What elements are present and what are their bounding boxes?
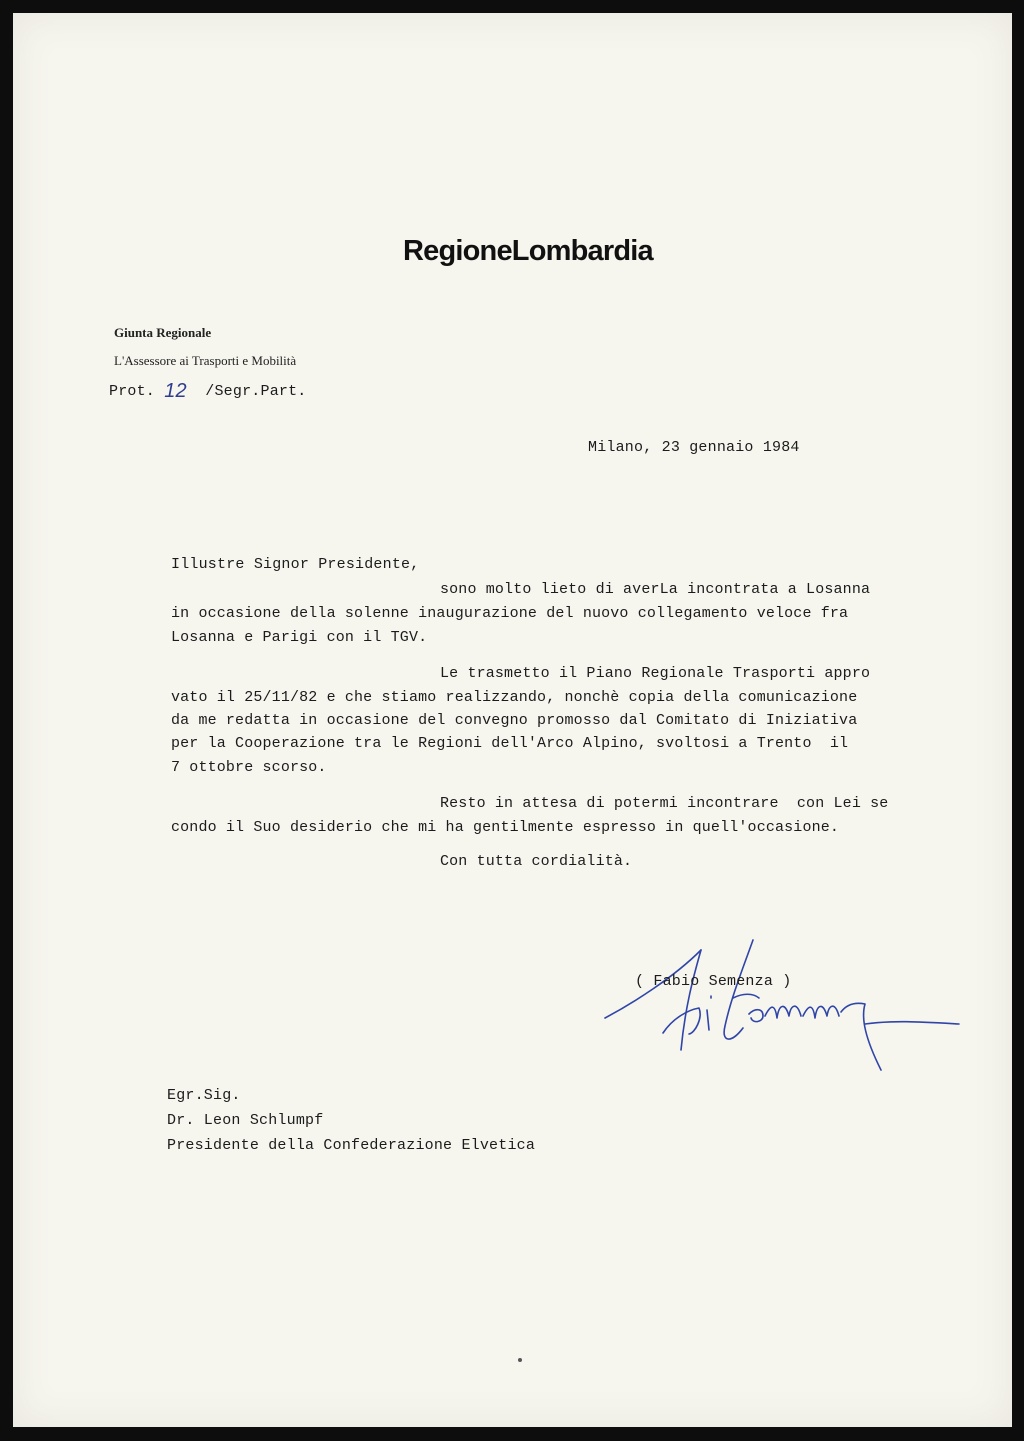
protocol-prefix: Prot. — [109, 383, 156, 400]
protocol-line — [109, 378, 307, 401]
addressee-name: Dr. Leon Schlumpf — [167, 1112, 324, 1129]
protocol-suffix: /Segr.Part. — [205, 383, 307, 400]
body-line: Losanna e Parigi con il TGV. — [171, 629, 428, 646]
body-line: Le trasmetto il Piano Regionale Trasporti appro — [440, 665, 871, 682]
letterhead-org: Giunta Regionale — [114, 325, 212, 340]
closing: Con tutta cordialità. — [440, 853, 633, 870]
letter-page — [13, 13, 1012, 1427]
body-line: vato il 25/11/82 e che stiamo realizzando, nonchè copia della comunicazione — [171, 689, 858, 706]
body-line: in occasione della solenne inaugurazione del nuovo collegamento veloce fra — [171, 605, 849, 622]
body-line: condo il Suo desiderio che mi ha gentilmente espresso in quell'occasione. — [171, 819, 840, 836]
addressee-title: Egr.Sig. — [167, 1087, 241, 1104]
body-line: per la Cooperazione tra le Regioni dell'Arco Alpino, svoltosi a Trento il — [171, 735, 849, 752]
page-dot — [518, 1358, 522, 1362]
body-line: sono molto lieto di averLa incontrata a Losanna — [440, 581, 871, 598]
body-line: Resto in attesa di potermi incontrare con Lei se — [440, 795, 889, 812]
body-line: 7 ottobre scorso. — [171, 759, 327, 776]
protocol-number: 12 — [164, 380, 187, 402]
addressee-position: Presidente della Confederazione Elvetica — [167, 1137, 536, 1154]
body-line: da me redatta in occasione del convegno promosso dal Comitato di Iniziativa — [171, 712, 858, 729]
letter-date: Milano, 23 gennaio 1984 — [588, 439, 800, 456]
letterhead-office: L'Assessore ai Trasporti e Mobilità — [114, 353, 297, 368]
letterhead-logo: RegioneLombardia — [403, 235, 653, 267]
handwritten-signature — [603, 938, 963, 1073]
signer-name: ( Fabio Semenza ) — [635, 973, 792, 990]
salutation: Illustre Signor Presidente, — [171, 556, 420, 573]
